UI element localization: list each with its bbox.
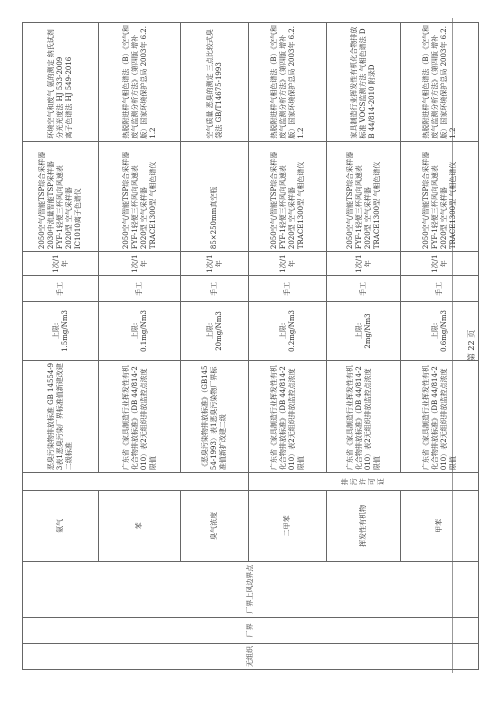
freq-cell: 1次/1年 [249, 252, 327, 276]
pollutant-cell: 二甲苯 [249, 491, 327, 561]
monitoring-table [22, 22, 479, 670]
standard-cell: 广东省《家具制造行业挥发性有机化合物排放标准》（DB 44/814-2010）表2无组织排放监控点浓度限值 [401, 360, 479, 473]
standard-cell: 恶臭污染物排放标准 GB 14554-93表1恶臭污染厂界标准值新建改建二级标准 [23, 360, 99, 473]
permit-cell: 排污许可证 [249, 473, 479, 491]
method-cell: 热脱附进样气相色谱法（B）《空气和废气监测分析方法》（第四版 增补版）国家环境保护总局 2003年 6.2.1.2 [249, 23, 327, 142]
page-number: 第 22 页 [467, 329, 477, 362]
freq-cell: 1次/1年 [181, 252, 249, 276]
freq-cell: 1次/1年 [327, 252, 401, 276]
method-cell: 空气质量 恶臭的测定 三点比较式臭袋法 GB/T14675-1993 [181, 23, 249, 142]
equipment-cell: 2050空气/智能TSP综合采样器 FYF-1轻便三杯风向风速表 2020型 空气采样器 TRACE1300型 气相色谱仪 [249, 141, 327, 252]
category-cell: 无组织 [23, 643, 479, 669]
standard-cell: 广东省《家具制造行业挥发性有机化合物排放标准》（DB 44/814-2010）表2无组织排放监控点浓度限值 [249, 360, 327, 473]
limit-cell: 上限: 0.2mg/Nm3 [249, 302, 327, 360]
equipment-cell: 2050空气/智能TSP综合采样器 FYF-1轻便三杯风向风速表 2020型 空气采样器 TRACE1300型 气相色谱仪 [401, 141, 479, 252]
standard-cell: 《恶臭污染物排放标准》（GB14554-1993）表1恶臭污染物厂界标准值新扩改建二级 [181, 360, 249, 473]
standard-cell: 广东省《家具制造行业挥发性有机化合物排放标准》（DB 44/814-2010）表2无组织排放监控点浓度限值 [327, 360, 401, 473]
mode-cell: 手工 [23, 276, 99, 302]
location-cell: 厂界 [23, 617, 479, 643]
mode-cell: 手工 [99, 276, 181, 302]
freq-cell: 1次/1年 [23, 252, 99, 276]
limit-cell: 上限: 20mg/Nm3 [181, 302, 249, 360]
limit-cell: 上限: 0.1mg/Nm3 [99, 302, 181, 360]
pollutant-cell: 臭气浓度 [181, 491, 249, 561]
table-row [23, 23, 99, 670]
mode-cell: 手工 [327, 276, 401, 302]
pollutant-cell: 甲苯 [401, 491, 479, 561]
limit-cell: 上限: 2mg/Nm3 [327, 302, 401, 360]
equipment-cell: 2050空气/智能TSP综合采样器 2030中流量智能TSP采样器 FYF-1轻便三杯风向风速表 2020型 空气采样器 IC1010离子色谱仪 [23, 141, 99, 252]
limit-cell: 上限: 0.6mg/Nm3 [401, 302, 479, 360]
pollutant-cell: 苯 [99, 491, 181, 561]
freq-cell: 1次/1年 [99, 252, 181, 276]
blank-cell [23, 473, 249, 491]
pollutant-cell: 挥发性有机物 [327, 491, 401, 561]
limit-cell: 上限: 1.5mg/Nm3 [23, 302, 99, 360]
method-cell: 热脱附进样气相色谱法（B）《空气和废气监测分析方法》（第四版 增补版）国家环境保护总局 2003年 6.2.1.2 [401, 23, 479, 142]
freq-cell: 1次/1年 [401, 252, 479, 276]
mode-cell: 手工 [249, 276, 327, 302]
method-cell: 热脱附进样气相色谱法（B）《空气和废气监测分析方法》（第四版 增补版）国家环境保护总局 2003年 6.2.1.2 [99, 23, 181, 142]
point-cell: 厂界上风边界点 [23, 561, 479, 617]
standard-cell: 广东省《家具制造行业挥发性有机化合物排放标准》（DB 44/814-2010）表2无组织排放监控点浓度限值 [99, 360, 181, 473]
method-cell: 家具制造行业挥发性有机化合物排放标准 VOCS监测方法 气相色谱法 DB 44/814-2010 附录D [327, 23, 401, 142]
pollutant-cell: 氨气 [23, 491, 99, 561]
equipment-cell: 2050空气/智能TSP综合采样器 FYF-1轻便三杯风向风速表 2020型 空气采样器 TRACE1300型 气相色谱仪 [327, 141, 401, 252]
method-cell: 环境空气和废气 氨的测定 纳氏试剂分光光度法 HJ 533-2009 离子色谱法 HJ 549-2016 [23, 23, 99, 142]
mode-cell: 手工 [181, 276, 249, 302]
equipment-cell: 85×250mm真空瓶 [181, 141, 249, 252]
rotated-table-container [22, 22, 478, 670]
mode-cell: 手工 [401, 276, 479, 302]
equipment-cell: 2050空气/智能TSP综合采样器 FYF-1轻便三杯风向风速表 2020型 空气采样器 TRACE1300型 气相色谱仪 [99, 141, 181, 252]
